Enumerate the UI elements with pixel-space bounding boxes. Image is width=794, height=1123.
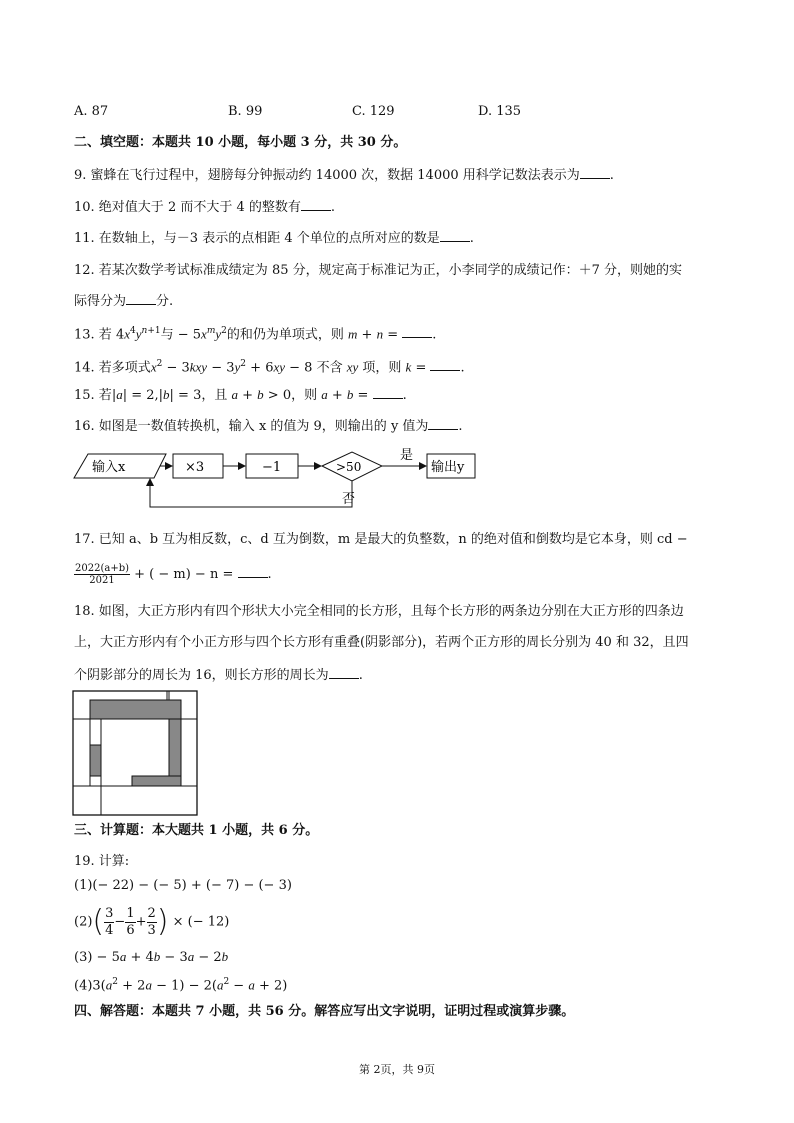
option-b: B. 99 [228, 104, 263, 119]
answer-blank [238, 565, 268, 578]
question-15: 15. 若|a| = 2,|b| = 3，且 a + b > 0，则 a + b = . [74, 387, 407, 403]
answer-blank [329, 666, 359, 679]
answer-blank [402, 325, 432, 338]
question-11: 11. 在数轴上，与－3 表示的点相距 4 个单位的点所对应的数是 . [74, 231, 474, 246]
answer-blank [126, 292, 156, 305]
output-label: 输出y [431, 460, 465, 475]
section-2-heading: 二、填空题：本题共 10 小题，每小题 3 分，共 30 分。 [74, 135, 407, 150]
yes-label: 是 [400, 448, 414, 463]
fraction: $\frac{2022(a+b)}{2021}$ [75, 563, 129, 586]
conversion-flowchart [70, 444, 490, 514]
question-10: 10. 绝对值大于 2 而不大于 4 的整数有 . [74, 200, 336, 215]
answer-blank [440, 229, 470, 242]
square-figure [72, 690, 198, 816]
question-18-line-1: 18. 如图，大正方形内有四个形状大小完全相同的长方形，且每个长方形的两条边分别在大正方形的四条边 [74, 604, 684, 619]
question-19-part-4: $(4)3(a^2 + 2a - 1) - 2(a^2 - a + 2)$ [74, 977, 288, 994]
question-16: 16. 如图是一数值转换机，输入 x 的值为 9，则输出的 y 值为 . [74, 419, 463, 434]
answer-blank [580, 166, 610, 179]
times-3-label: ×3 [185, 460, 205, 475]
question-13: 13. 若 $4x^4y^{n+1}$与 − $5x^my^2$的和仍为单项式，则 m + n = . [74, 326, 437, 343]
answer-blank [301, 198, 331, 211]
no-label: 否 [342, 492, 356, 507]
input-label: 输入x [92, 460, 126, 475]
question-19-part-2: (2)( $\frac{3}{4}$ − $\frac{1}{6}$ + $\frac{2}{3}$ ) × (− 12) [74, 904, 230, 939]
answer-blank [428, 417, 458, 430]
question-12-line-2: 际得分为 分. [74, 294, 174, 309]
option-c: C. 129 [352, 104, 395, 119]
question-14: 14. 若多项式$x^2 - 3kxy - 3y^2 + 6xy - 8$ 不含 xy 项，则 k = . [74, 359, 465, 376]
shaded-right-bar [169, 719, 181, 776]
question-12-line-1: 12. 若某次数学考试标准成绩定为 85 分，规定高于标准记为正，小李同学的成绩记作：＋7 分，则她的实 [74, 263, 683, 278]
option-a: A. 87 [74, 104, 109, 119]
question-19: 19. 计算: [74, 854, 130, 869]
minus-1-label: −1 [262, 460, 282, 475]
shaded-bottom [132, 776, 181, 786]
shaded-top [90, 700, 181, 719]
page-footer: 第 2页，共 9页 [359, 1063, 435, 1076]
question-17-line-1: 17. 已知 a、b 互为相反数，c、d 互为倒数，m 是最大的负整数，n 的绝对值和倒数均是它本身，则 cd − [74, 532, 688, 547]
question-19-part-3: (3) − 5a + 4b − 3a − 2b [74, 949, 229, 965]
question-18-line-2: 上，大正方形内有个小正方形与四个长方形有重叠(阴影部分)，若两个正方形的周长分别为 40 和 32，且四 [74, 635, 689, 650]
answer-blank [430, 358, 460, 371]
question-9: 9. 蜜蜂在飞行过程中，翅膀每分钟振动约 14000 次，数据 14000 用科学记数法表示为 . [74, 168, 614, 183]
question-18-line-3: 个阴影部分的周长为 16，则长方形的周长为 . [74, 668, 363, 683]
section-3-heading: 三、计算题：本大题共 1 小题，共 6 分。 [74, 823, 319, 838]
shaded-left [90, 745, 101, 776]
answer-blank [373, 386, 403, 399]
question-19-part-1: (1)(− 22) − (− 5) + (− 7) − (− 3) [74, 878, 292, 893]
option-d: D. 135 [478, 104, 522, 119]
question-17-line-2: $\frac{2022(a+b)}{2021}$ + ( − m) − n = . [75, 563, 272, 586]
section-4-heading: 四、解答题：本题共 7 小题，共 56 分。解答应写出文字说明，证明过程或演算步骤。 [74, 1004, 575, 1019]
condition-label: >50 [336, 460, 362, 474]
